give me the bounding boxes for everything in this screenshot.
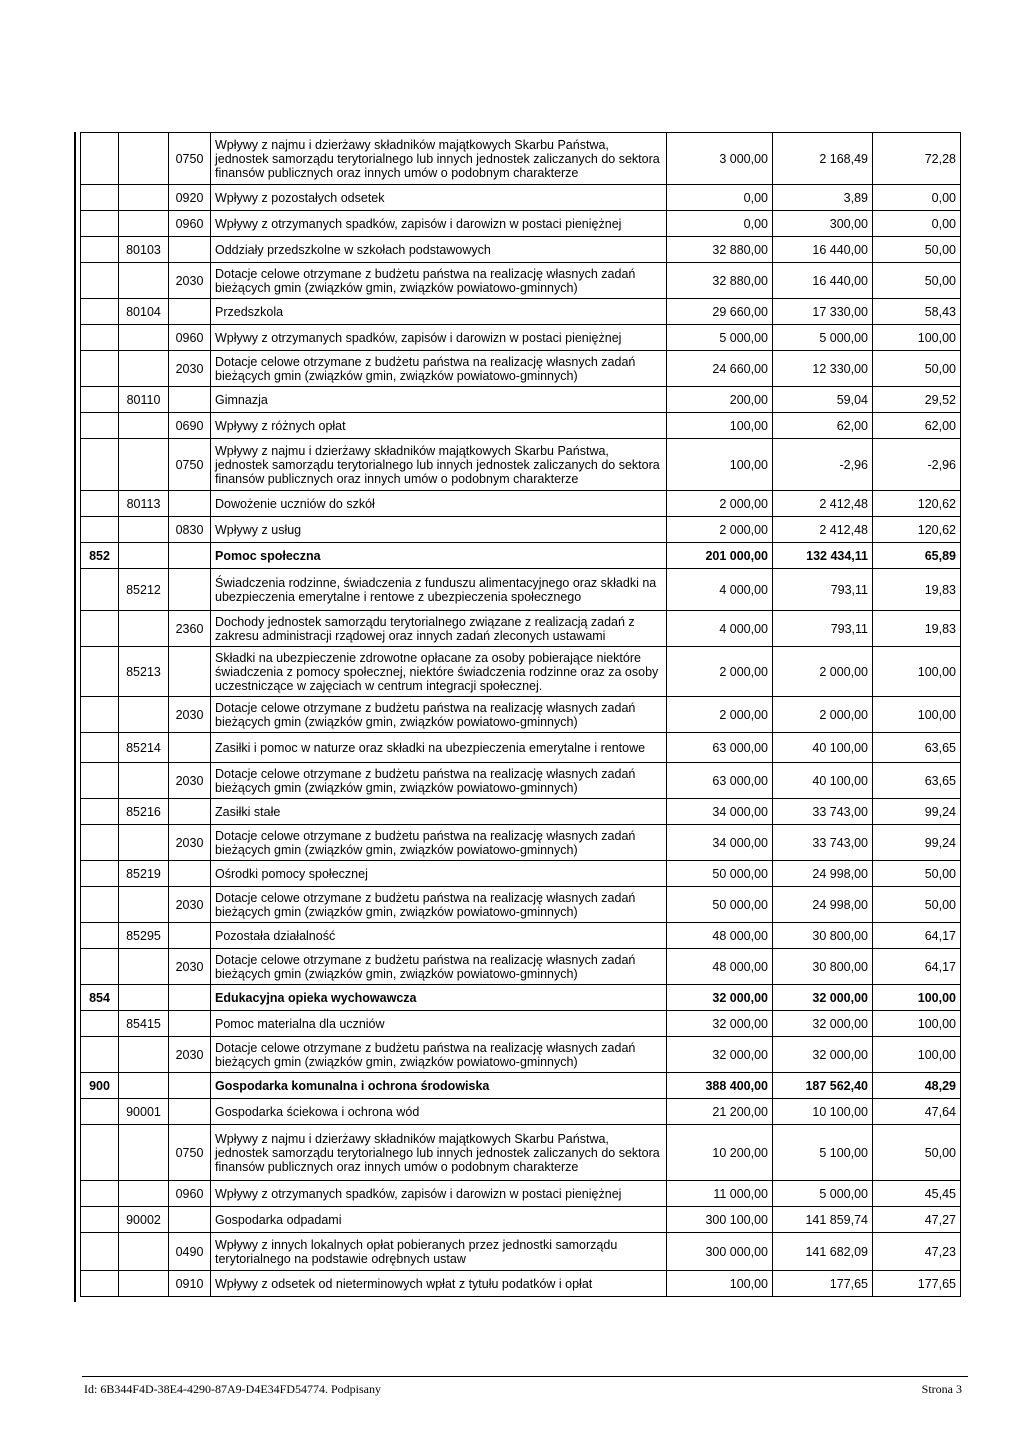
percent-cell: -2,96 <box>873 439 961 491</box>
execution-cell: 5 000,00 <box>773 325 873 351</box>
rozdzial-cell: 80113 <box>119 491 169 517</box>
percent-cell: 62,00 <box>873 413 961 439</box>
rozdzial-cell <box>119 611 169 647</box>
execution-cell: 5 000,00 <box>773 1181 873 1207</box>
description-cell: Oddziały przedszkolne w szkołach podstawowych <box>211 237 667 263</box>
table-row <box>81 985 961 1011</box>
execution-cell: 32 000,00 <box>773 1037 873 1073</box>
table-row <box>81 387 961 413</box>
execution-cell: 30 800,00 <box>773 949 873 985</box>
dzial-cell <box>81 697 119 733</box>
plan-cell: 4 000,00 <box>667 569 773 611</box>
percent-cell: 63,65 <box>873 763 961 799</box>
percent-cell: 50,00 <box>873 861 961 887</box>
execution-cell: 2 000,00 <box>773 647 873 697</box>
description-cell: Dotacje celowe otrzymane z budżetu państwa na realizację własnych zadań bieżących gmin (związków gmin, związków powiatowo-gminnych) <box>211 949 667 985</box>
table-row <box>81 923 961 949</box>
budget-table <box>80 132 961 1297</box>
description-cell: Świadczenia rodzinne, świadczenia z funduszu alimentacyjnego oraz składki na ubezpieczenia emerytalne i rentowe z ubezpieczenia społecznego <box>211 569 667 611</box>
dzial-cell <box>81 325 119 351</box>
dzial-cell <box>81 569 119 611</box>
dzial-cell <box>81 237 119 263</box>
percent-cell: 50,00 <box>873 351 961 387</box>
execution-cell: 5 100,00 <box>773 1125 873 1181</box>
rozdzial-cell <box>119 1233 169 1271</box>
percent-cell: 100,00 <box>873 325 961 351</box>
description-cell: Gospodarka odpadami <box>211 1207 667 1233</box>
rozdzial-cell <box>119 185 169 211</box>
percent-cell: 177,65 <box>873 1271 961 1297</box>
percent-cell: 100,00 <box>873 1011 961 1037</box>
plan-cell: 100,00 <box>667 439 773 491</box>
rozdzial-cell <box>119 263 169 299</box>
dzial-cell <box>81 647 119 697</box>
execution-cell: 30 800,00 <box>773 923 873 949</box>
paragraf-cell: 2030 <box>169 697 211 733</box>
footer-page-number: Strona 3 <box>921 1382 962 1396</box>
description-cell: Ośrodki pomocy społecznej <box>211 861 667 887</box>
percent-cell: 65,89 <box>873 543 961 569</box>
execution-cell: 32 000,00 <box>773 1011 873 1037</box>
percent-cell: 63,65 <box>873 733 961 763</box>
plan-cell: 29 660,00 <box>667 299 773 325</box>
execution-cell: 793,11 <box>773 569 873 611</box>
rozdzial-cell: 85212 <box>119 569 169 611</box>
plan-cell: 32 880,00 <box>667 263 773 299</box>
paragraf-cell: 2030 <box>169 763 211 799</box>
plan-cell: 201 000,00 <box>667 543 773 569</box>
paragraf-cell: 0920 <box>169 185 211 211</box>
dzial-cell <box>81 299 119 325</box>
paragraf-cell <box>169 543 211 569</box>
description-cell: Wpływy z najmu i dzierżawy składników majątkowych Skarbu Państwa, jednostek samorządu terytorialnego lub innych jednostek zaliczanych do sektora finansów publicznych oraz innych umów o podobnym charakterze <box>211 133 667 185</box>
paragraf-cell: 0830 <box>169 517 211 543</box>
description-cell: Zasiłki stałe <box>211 799 667 825</box>
rozdzial-cell <box>119 887 169 923</box>
description-cell: Pomoc społeczna <box>211 543 667 569</box>
dzial-cell <box>81 733 119 763</box>
table-row <box>81 825 961 861</box>
execution-cell: 2 168,49 <box>773 133 873 185</box>
paragraf-cell <box>169 861 211 887</box>
paragraf-cell <box>169 733 211 763</box>
execution-cell: 2 000,00 <box>773 697 873 733</box>
rozdzial-cell: 85415 <box>119 1011 169 1037</box>
table-row <box>81 133 961 185</box>
execution-cell: -2,96 <box>773 439 873 491</box>
dzial-cell <box>81 949 119 985</box>
paragraf-cell <box>169 923 211 949</box>
dzial-cell <box>81 611 119 647</box>
paragraf-cell: 0910 <box>169 1271 211 1297</box>
rozdzial-cell: 85216 <box>119 799 169 825</box>
description-cell: Dowożenie uczniów do szkół <box>211 491 667 517</box>
percent-cell: 48,29 <box>873 1073 961 1099</box>
paragraf-cell: 2030 <box>169 1037 211 1073</box>
description-cell: Dotacje celowe otrzymane z budżetu państwa na realizację własnych zadań bieżących gmin (związków gmin, związków powiatowo-gminnych) <box>211 1037 667 1073</box>
percent-cell: 64,17 <box>873 949 961 985</box>
plan-cell: 2 000,00 <box>667 517 773 543</box>
plan-cell: 32 000,00 <box>667 1037 773 1073</box>
dzial-cell <box>81 1207 119 1233</box>
paragraf-cell: 0960 <box>169 211 211 237</box>
description-cell: Zasiłki i pomoc w naturze oraz składki na ubezpieczenia emerytalne i rentowe <box>211 733 667 763</box>
paragraf-cell: 0750 <box>169 439 211 491</box>
execution-cell: 32 000,00 <box>773 985 873 1011</box>
dzial-cell <box>81 491 119 517</box>
table-row <box>81 325 961 351</box>
table-row <box>81 237 961 263</box>
dzial-cell: 854 <box>81 985 119 1011</box>
description-cell: Dotacje celowe otrzymane z budżetu państwa na realizację własnych zadań bieżących gmin (związków gmin, związków powiatowo-gminnych) <box>211 263 667 299</box>
paragraf-cell <box>169 569 211 611</box>
plan-cell: 11 000,00 <box>667 1181 773 1207</box>
paragraf-cell <box>169 647 211 697</box>
plan-cell: 48 000,00 <box>667 923 773 949</box>
footer-document-id: Id: 6B344F4D-38E4-4290-87A9-D4E34FD54774. Podpisany <box>84 1382 381 1396</box>
table-row <box>81 543 961 569</box>
description-cell: Wpływy z otrzymanych spadków, zapisów i darowizn w postaci pieniężnej <box>211 1181 667 1207</box>
percent-cell: 47,27 <box>873 1207 961 1233</box>
rozdzial-cell <box>119 697 169 733</box>
dzial-cell <box>81 1099 119 1125</box>
rozdzial-cell: 80104 <box>119 299 169 325</box>
execution-cell: 2 412,48 <box>773 491 873 517</box>
table-row <box>81 647 961 697</box>
rozdzial-cell <box>119 1181 169 1207</box>
percent-cell: 19,83 <box>873 611 961 647</box>
table-row <box>81 299 961 325</box>
execution-cell: 24 998,00 <box>773 887 873 923</box>
description-cell: Gospodarka ściekowa i ochrona wód <box>211 1099 667 1125</box>
paragraf-cell: 0960 <box>169 325 211 351</box>
plan-cell: 300 000,00 <box>667 1233 773 1271</box>
description-cell: Wpływy z najmu i dzierżawy składników majątkowych Skarbu Państwa, jednostek samorządu terytorialnego lub innych jednostek zaliczanych do sektora finansów publicznych oraz innych umów o podobnym charakterze <box>211 439 667 491</box>
execution-cell: 40 100,00 <box>773 733 873 763</box>
paragraf-cell: 2030 <box>169 263 211 299</box>
percent-cell: 50,00 <box>873 887 961 923</box>
rozdzial-cell <box>119 825 169 861</box>
plan-cell: 0,00 <box>667 211 773 237</box>
plan-cell: 2 000,00 <box>667 697 773 733</box>
percent-cell: 120,62 <box>873 517 961 543</box>
rozdzial-cell <box>119 1125 169 1181</box>
plan-cell: 300 100,00 <box>667 1207 773 1233</box>
rozdzial-cell: 90002 <box>119 1207 169 1233</box>
table-row <box>81 1271 961 1297</box>
table-row <box>81 211 961 237</box>
plan-cell: 34 000,00 <box>667 799 773 825</box>
plan-cell: 2 000,00 <box>667 647 773 697</box>
rozdzial-cell <box>119 543 169 569</box>
paragraf-cell <box>169 387 211 413</box>
description-cell: Dotacje celowe otrzymane z budżetu państwa na realizację własnych zadań bieżących gmin (związków gmin, związków powiatowo-gminnych) <box>211 825 667 861</box>
paragraf-cell: 0750 <box>169 133 211 185</box>
percent-cell: 0,00 <box>873 211 961 237</box>
execution-cell: 10 100,00 <box>773 1099 873 1125</box>
table-row <box>81 185 961 211</box>
percent-cell: 50,00 <box>873 1125 961 1181</box>
table-row <box>81 1037 961 1073</box>
plan-cell: 5 000,00 <box>667 325 773 351</box>
description-cell: Składki na ubezpieczenie zdrowotne opłacane za osoby pobierające niektóre świadczenia z pomocy społecznej, niektóre świadczenia rodzinne oraz za osoby uczestniczące w zajęciach w centrum integracji społecznej. <box>211 647 667 697</box>
description-cell: Dotacje celowe otrzymane z budżetu państwa na realizację własnych zadań bieżących gmin (związków gmin, związków powiatowo-gminnych) <box>211 351 667 387</box>
paragraf-cell <box>169 237 211 263</box>
rozdzial-cell <box>119 439 169 491</box>
dzial-cell <box>81 861 119 887</box>
execution-cell: 141 682,09 <box>773 1233 873 1271</box>
table-row <box>81 799 961 825</box>
plan-cell: 200,00 <box>667 387 773 413</box>
paragraf-cell: 0960 <box>169 1181 211 1207</box>
execution-cell: 141 859,74 <box>773 1207 873 1233</box>
table-row <box>81 733 961 763</box>
footer-divider <box>82 1376 968 1377</box>
dzial-cell <box>81 517 119 543</box>
paragraf-cell <box>169 491 211 517</box>
table-row <box>81 1233 961 1271</box>
plan-cell: 10 200,00 <box>667 1125 773 1181</box>
paragraf-cell: 2030 <box>169 825 211 861</box>
rozdzial-cell <box>119 1037 169 1073</box>
dzial-cell <box>81 211 119 237</box>
table-row <box>81 887 961 923</box>
percent-cell: 29,52 <box>873 387 961 413</box>
plan-cell: 63 000,00 <box>667 733 773 763</box>
plan-cell: 3 000,00 <box>667 133 773 185</box>
dzial-cell <box>81 185 119 211</box>
plan-cell: 100,00 <box>667 1271 773 1297</box>
rozdzial-cell <box>119 351 169 387</box>
execution-cell: 17 330,00 <box>773 299 873 325</box>
paragraf-cell <box>169 1073 211 1099</box>
plan-cell: 21 200,00 <box>667 1099 773 1125</box>
table-row <box>81 517 961 543</box>
dzial-cell <box>81 351 119 387</box>
dzial-cell <box>81 1271 119 1297</box>
percent-cell: 72,28 <box>873 133 961 185</box>
table-row <box>81 439 961 491</box>
description-cell: Dotacje celowe otrzymane z budżetu państwa na realizację własnych zadań bieżących gmin (związków gmin, związków powiatowo-gminnych) <box>211 887 667 923</box>
execution-cell: 300,00 <box>773 211 873 237</box>
description-cell: Dotacje celowe otrzymane z budżetu państwa na realizację własnych zadań bieżących gmin (związków gmin, związków powiatowo-gminnych) <box>211 697 667 733</box>
rozdzial-cell: 85213 <box>119 647 169 697</box>
paragraf-cell: 0690 <box>169 413 211 439</box>
plan-cell: 50 000,00 <box>667 861 773 887</box>
rozdzial-cell <box>119 985 169 1011</box>
dzial-cell <box>81 1037 119 1073</box>
table-row <box>81 1125 961 1181</box>
dzial-cell <box>81 825 119 861</box>
paragraf-cell: 2360 <box>169 611 211 647</box>
plan-cell: 63 000,00 <box>667 763 773 799</box>
percent-cell: 99,24 <box>873 825 961 861</box>
execution-cell: 177,65 <box>773 1271 873 1297</box>
paragraf-cell: 0750 <box>169 1125 211 1181</box>
execution-cell: 16 440,00 <box>773 263 873 299</box>
dzial-cell <box>81 439 119 491</box>
execution-cell: 62,00 <box>773 413 873 439</box>
description-cell: Dochody jednostek samorządu terytorialnego związane z realizacją zadań z zakresu administracji rządowej oraz innych zadań zleconych ustawami <box>211 611 667 647</box>
plan-cell: 32 000,00 <box>667 1011 773 1037</box>
paragraf-cell <box>169 299 211 325</box>
rozdzial-cell <box>119 517 169 543</box>
description-cell: Wpływy z odsetek od nieterminowych wpłat z tytułu podatków i opłat <box>211 1271 667 1297</box>
dzial-cell <box>81 133 119 185</box>
paragraf-cell <box>169 985 211 1011</box>
description-cell: Wpływy z otrzymanych spadków, zapisów i darowizn w postaci pieniężnej <box>211 325 667 351</box>
table-row <box>81 611 961 647</box>
paragraf-cell <box>169 1011 211 1037</box>
description-cell: Dotacje celowe otrzymane z budżetu państwa na realizację własnych zadań bieżących gmin (związków gmin, związków powiatowo-gminnych) <box>211 763 667 799</box>
rozdzial-cell <box>119 763 169 799</box>
description-cell: Pomoc materialna dla uczniów <box>211 1011 667 1037</box>
table-row <box>81 1011 961 1037</box>
plan-cell: 48 000,00 <box>667 949 773 985</box>
rozdzial-cell <box>119 1073 169 1099</box>
percent-cell: 50,00 <box>873 237 961 263</box>
execution-cell: 187 562,40 <box>773 1073 873 1099</box>
table-row <box>81 413 961 439</box>
execution-cell: 33 743,00 <box>773 799 873 825</box>
dzial-cell <box>81 1011 119 1037</box>
dzial-cell <box>81 799 119 825</box>
execution-cell: 33 743,00 <box>773 825 873 861</box>
paragraf-cell: 0490 <box>169 1233 211 1271</box>
rozdzial-cell: 80103 <box>119 237 169 263</box>
dzial-cell: 900 <box>81 1073 119 1099</box>
table-row <box>81 1207 961 1233</box>
plan-cell: 50 000,00 <box>667 887 773 923</box>
execution-cell: 3,89 <box>773 185 873 211</box>
table-body <box>81 133 961 1297</box>
table-row <box>81 1073 961 1099</box>
execution-cell: 12 330,00 <box>773 351 873 387</box>
plan-cell: 2 000,00 <box>667 491 773 517</box>
execution-cell: 40 100,00 <box>773 763 873 799</box>
table-row <box>81 1181 961 1207</box>
rozdzial-cell <box>119 1271 169 1297</box>
percent-cell: 120,62 <box>873 491 961 517</box>
dzial-cell: 852 <box>81 543 119 569</box>
plan-cell: 34 000,00 <box>667 825 773 861</box>
dzial-cell <box>81 387 119 413</box>
execution-cell: 2 412,48 <box>773 517 873 543</box>
rozdzial-cell <box>119 413 169 439</box>
percent-cell: 100,00 <box>873 697 961 733</box>
dzial-cell <box>81 263 119 299</box>
table-row <box>81 491 961 517</box>
description-cell: Wpływy z innych lokalnych opłat pobieranych przez jednostki samorządu terytorialnego na podstawie odrębnych ustaw <box>211 1233 667 1271</box>
dzial-cell <box>81 1125 119 1181</box>
dzial-cell <box>81 923 119 949</box>
plan-cell: 100,00 <box>667 413 773 439</box>
dzial-cell <box>81 887 119 923</box>
dzial-cell <box>81 1233 119 1271</box>
description-cell: Wpływy z otrzymanych spadków, zapisów i darowizn w postaci pieniężnej <box>211 211 667 237</box>
dzial-cell <box>81 763 119 799</box>
plan-cell: 0,00 <box>667 185 773 211</box>
rozdzial-cell: 85219 <box>119 861 169 887</box>
plan-cell: 4 000,00 <box>667 611 773 647</box>
table-row <box>81 263 961 299</box>
percent-cell: 45,45 <box>873 1181 961 1207</box>
dzial-cell <box>81 413 119 439</box>
rozdzial-cell <box>119 325 169 351</box>
dzial-cell <box>81 1181 119 1207</box>
rozdzial-cell: 90001 <box>119 1099 169 1125</box>
plan-cell: 32 000,00 <box>667 985 773 1011</box>
percent-cell: 99,24 <box>873 799 961 825</box>
percent-cell: 100,00 <box>873 647 961 697</box>
paragraf-cell <box>169 1099 211 1125</box>
execution-cell: 132 434,11 <box>773 543 873 569</box>
execution-cell: 59,04 <box>773 387 873 413</box>
percent-cell: 47,64 <box>873 1099 961 1125</box>
plan-cell: 388 400,00 <box>667 1073 773 1099</box>
paragraf-cell <box>169 799 211 825</box>
percent-cell: 100,00 <box>873 1037 961 1073</box>
execution-cell: 793,11 <box>773 611 873 647</box>
paragraf-cell: 2030 <box>169 887 211 923</box>
paragraf-cell <box>169 1207 211 1233</box>
percent-cell: 0,00 <box>873 185 961 211</box>
plan-cell: 32 880,00 <box>667 237 773 263</box>
percent-cell: 58,43 <box>873 299 961 325</box>
execution-cell: 16 440,00 <box>773 237 873 263</box>
percent-cell: 64,17 <box>873 923 961 949</box>
execution-cell: 24 998,00 <box>773 861 873 887</box>
rozdzial-cell: 85214 <box>119 733 169 763</box>
table-row <box>81 351 961 387</box>
description-cell: Wpływy z różnych opłat <box>211 413 667 439</box>
percent-cell: 100,00 <box>873 985 961 1011</box>
rozdzial-cell: 80110 <box>119 387 169 413</box>
description-cell: Wpływy z najmu i dzierżawy składników majątkowych Skarbu Państwa, jednostek samorządu terytorialnego lub innych jednostek zaliczanych do sektora finansów publicznych oraz innych umów o podobnym charakterze <box>211 1125 667 1181</box>
rozdzial-cell <box>119 949 169 985</box>
description-cell: Wpływy z pozostałych odsetek <box>211 185 667 211</box>
percent-cell: 50,00 <box>873 263 961 299</box>
table-row <box>81 1099 961 1125</box>
plan-cell: 24 660,00 <box>667 351 773 387</box>
table-row <box>81 949 961 985</box>
percent-cell: 19,83 <box>873 569 961 611</box>
rozdzial-cell <box>119 133 169 185</box>
paragraf-cell: 2030 <box>169 351 211 387</box>
paragraf-cell: 2030 <box>169 949 211 985</box>
table-row <box>81 861 961 887</box>
description-cell: Gospodarka komunalna i ochrona środowiska <box>211 1073 667 1099</box>
description-cell: Pozostała działalność <box>211 923 667 949</box>
description-cell: Przedszkola <box>211 299 667 325</box>
rozdzial-cell <box>119 211 169 237</box>
description-cell: Wpływy z usług <box>211 517 667 543</box>
table-row <box>81 569 961 611</box>
description-cell: Gimnazja <box>211 387 667 413</box>
table-row <box>81 697 961 733</box>
percent-cell: 47,23 <box>873 1233 961 1271</box>
table-row <box>81 763 961 799</box>
rozdzial-cell: 85295 <box>119 923 169 949</box>
description-cell: Edukacyjna opieka wychowawcza <box>211 985 667 1011</box>
